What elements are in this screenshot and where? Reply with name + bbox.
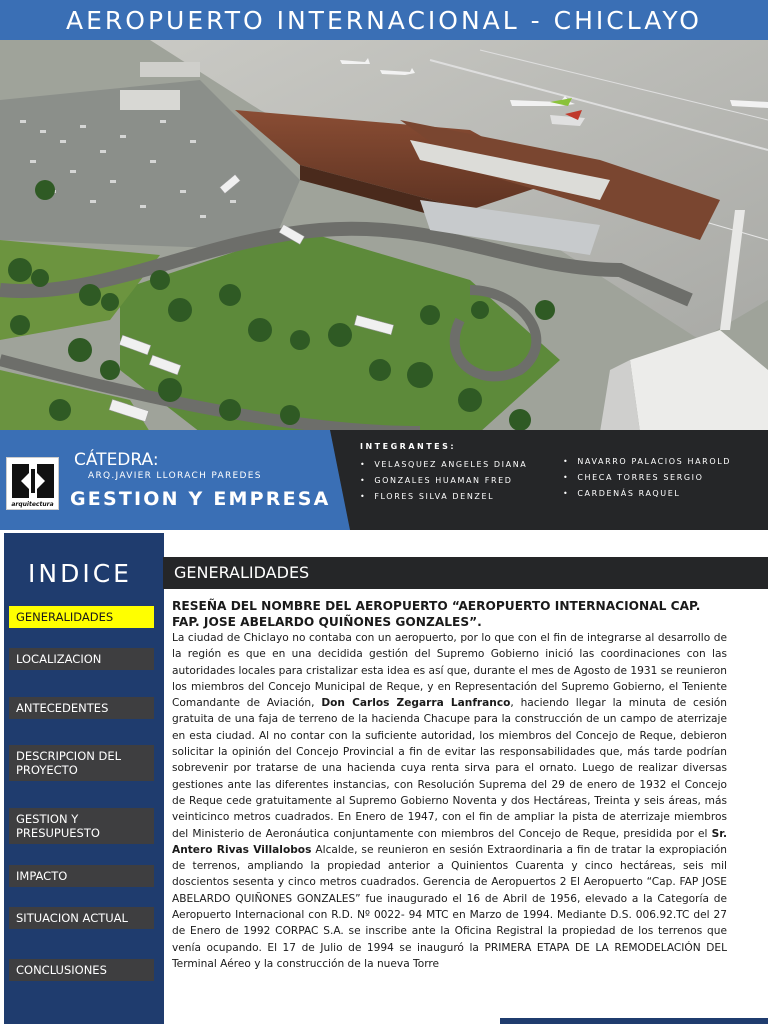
integrantes-label: INTEGRANTES:: [360, 442, 457, 451]
article-text-2: , haciendo llegar la minuta de cesión gratuita de una faja de terreno de la hacienda Chacupe para la construcción de un campo de aterrizaje en esta ciudad. Al no contar con la suficiente autoridad, los miembros del Concejo de Reque, debieron solicitar la opinión del Concejo Provincial a fin de evitar las responsabilidades que, más tarde podrían sobrevenir por tratarse de una hacienda cuya renta sirva para el ornato. Luego de realizar diversas gestiones ante las diferentes instancias, con Resolución Suprema del 29 de enero de 1932 el Concejo de Reque cede gratuitamente al Supremo Gobierno Noventa y dos Hectáreas, Treinta y seis áreas, más veinticinco metros cuadrados. En Enero de 1947, con el fin de ampliar la pista de aterrizaje miembros del Ministerio de Aeronáutica conjuntamente con miembros del Concejo de Reque, presidida por el: [172, 697, 727, 840]
course-name: GESTION Y EMPRESA: [70, 488, 331, 510]
logo-mark-icon: [9, 461, 57, 501]
article-paragraph: [172, 630, 727, 972]
article-text-1: La ciudad de Chiclayo no contaba con un aeropuerto, por lo que con el fin de integrarse al desarrollo de la región es que en una decidida gestión del Supremo Gobierno inició las coordinaciones con las autoridades locales para cristalizar esta idea es así que, durante el mes de Agosto de 1931 se reunieron los miembros del Concejo Municipal de Reque, y en Representación del Supremo Gobierno, el Teniente Comandante de Aviación,: [172, 632, 727, 710]
member-item: • FLORES SILVA DENZEL: [360, 489, 527, 505]
nav-item-descripcion-del-proyecto[interactable]: DESCRIPCION DEL PROYECTO: [9, 745, 154, 781]
members-list-2: [563, 454, 731, 502]
arquitectura-logo: [6, 457, 59, 510]
title-bar: [0, 0, 768, 40]
section-title: GENERALIDADES: [174, 563, 310, 582]
article-text-3: Alcalde, se reunieron en sesión Extraordinaria a fin de tratar la expropiación de terrenos, ampliando la propiedad anterior a Quinientos Cuarenta y cinco hectáreas, seis mil doscientos sesenta y cinco metros cuadrados. Gerencia de Aeropuertos 2 El Aeropuerto “Cap. FAP JOSE ABELARDO QUIÑONES GONZALES” fue inaugurado el 16 de Abril de 1956, elevado a la Categoría de Aeropuerto Internacional con R.D. Nº 0022- 94 MTC en Marzo de 1994. Mediante D.S. 006.92.TC del 27 de Enero de 1992 CORPAC S.A. se inscribe ante la Oficina Registral la propiedad de los terrenos que venía ocupando. El 17 de Julio de 1994 se inauguró la PRIMERA ETAPA DE LA REMODELACIÓN DEL Terminal Aéreo y la construcción de la nueva Torre: [172, 843, 727, 970]
article-body: [172, 598, 727, 972]
course-banner: [0, 430, 768, 530]
page-title: AEROPUERTO INTERNACIONAL - CHICLAYO: [66, 5, 702, 35]
member-item: • NAVARRO PALACIOS HAROLD: [563, 454, 731, 470]
member-item: • CHECA TORRES SERGIO: [563, 470, 731, 486]
nav-item-antecedentes[interactable]: ANTECEDENTES: [9, 697, 154, 719]
bottom-accent-stripe: [500, 1018, 768, 1024]
member-item: • GONZALES HUAMAN FRED: [360, 473, 527, 489]
article-heading: RESEÑA DEL NOMBRE DEL AEROPUERTO “AEROPUERTO INTERNACIONAL CAP. FAP. JOSE ABELARDO QUIÑONES GONZALES”.: [172, 599, 701, 629]
catedra-label: CÁTEDRA:: [74, 450, 159, 470]
professor-name: ARQ.JAVIER LLORACH PAREDES: [88, 471, 262, 481]
nav-item-gestion-y-presupuesto[interactable]: GESTION Y PRESUPUESTO: [9, 808, 154, 844]
nav-item-conclusiones[interactable]: CONCLUSIONES: [9, 959, 154, 981]
nav-item-situacion-actual[interactable]: SITUACION ACTUAL: [9, 907, 154, 929]
nav-item-localizacion[interactable]: LOCALIZACION: [9, 648, 154, 670]
members-list-1: [360, 457, 527, 505]
member-item: • CARDENÁS RAQUEL: [563, 486, 731, 502]
airport-render-image: [0, 40, 768, 432]
member-item: • VELASQUEZ ANGELES DIANA: [360, 457, 527, 473]
logo-text: arquitectura: [11, 501, 54, 508]
article-bold-2: Sr. Antero Rivas Villalobos: [172, 827, 727, 856]
index-title: INDICE: [28, 559, 132, 588]
nav-item-impacto[interactable]: IMPACTO: [9, 865, 154, 887]
nav-item-generalidades[interactable]: GENERALIDADES: [9, 606, 154, 628]
article-bold-1: Don Carlos Zegarra Lanfranco: [321, 697, 511, 710]
